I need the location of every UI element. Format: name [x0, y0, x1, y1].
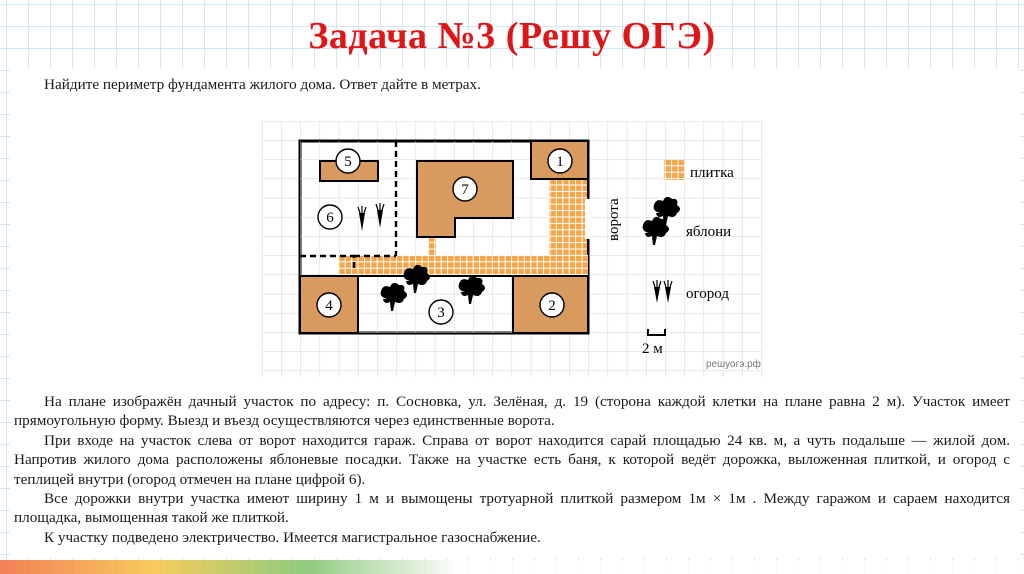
site-plan — [262, 121, 762, 377]
scale-label: 2 м — [642, 341, 663, 357]
tile-path-house — [428, 237, 436, 255]
paragraph-4: К участку подведено электричество. Имеется магистральное газоснабжение. — [44, 528, 541, 546]
paragraph-3: Все дорожки внутри участка имеют ширину 1 м и вымощены тротуарной плиткой размером 1м × 1м . Между гаражом и сараем находится площадка, вымощенная такой же плиткой. — [14, 490, 1010, 527]
tile-path-gate — [549, 179, 587, 255]
question-text: Найдите периметр фундамента жилого дома. Ответ дайте в метрах. — [44, 76, 481, 93]
label-7: 7 — [461, 182, 469, 198]
label-2: 2 — [548, 298, 556, 314]
label-5: 5 — [344, 154, 352, 170]
legend-apple-label: яблони — [686, 224, 732, 240]
legend-tile-label: плитка — [690, 165, 734, 181]
gate-label: ворота — [606, 198, 622, 241]
watermark: решуогэ.рф — [706, 359, 761, 370]
legend-garden-label: огород — [686, 286, 729, 302]
label-4: 4 — [325, 298, 333, 314]
legend-tile-icon — [664, 160, 684, 180]
paragraph-1: На плане изображён дачный участок по адресу: п. Сосновка, ул. Зелёная, д. 19 (сторона каждой клетки на плане равна 2 м). Участок имеет прямоугольную форму. Выезд и въезд осуществляются через единственные ворота. — [14, 393, 1010, 430]
label-3: 3 — [437, 305, 445, 321]
paragraph-2: При входе на участок слева от ворот находится гараж. Справа от ворот находится сарай площадью 24 кв. м, а чуть подальше — жилой дом. Напротив жилого дома расположены яблоневые посадки. Также на участке есть баня, к которой ведёт дорожка, выложенная плиткой, и огород с теплицей внутри (огород отмечен на плане цифрой 6). — [14, 431, 1010, 488]
task-description — [14, 392, 1010, 547]
slide-title: Задача №3 (Решу ОГЭ) — [308, 15, 716, 57]
label-6: 6 — [326, 210, 334, 226]
bottom-decoration — [0, 560, 1024, 574]
label-1: 1 — [556, 154, 564, 170]
tile-path-main — [339, 255, 588, 275]
